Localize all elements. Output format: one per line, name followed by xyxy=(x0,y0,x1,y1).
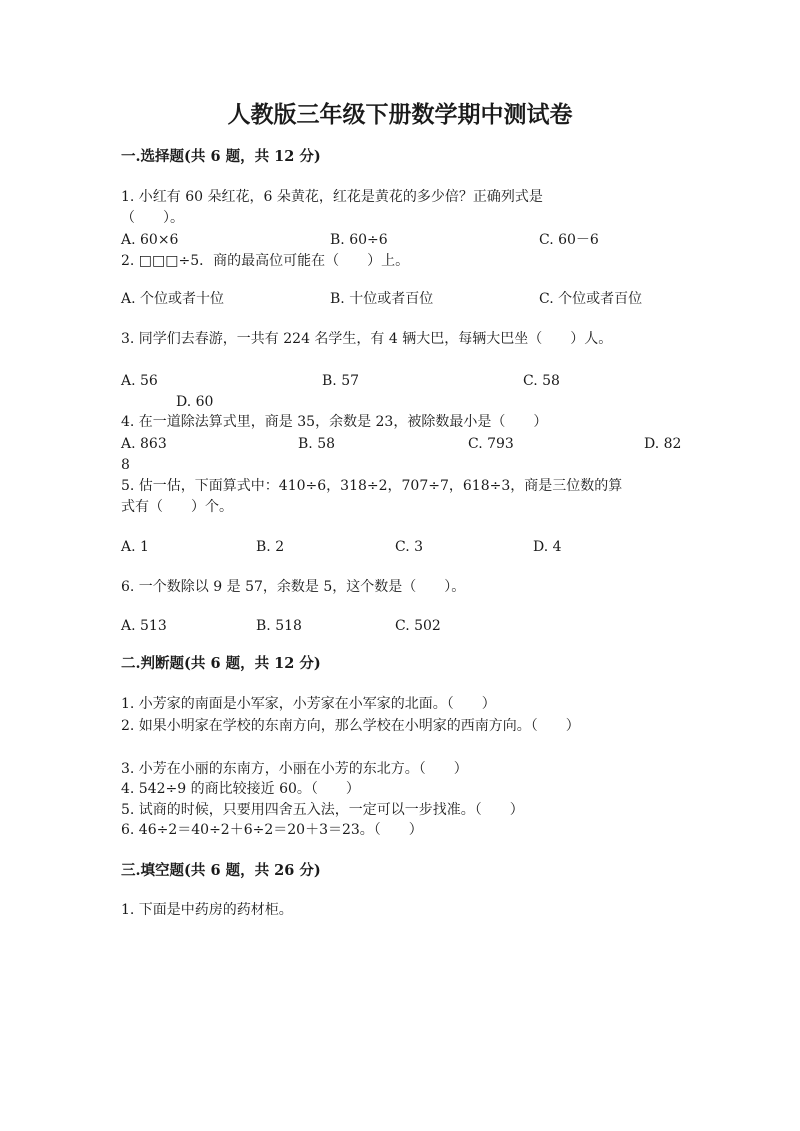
option-a: A. 56 xyxy=(121,373,158,389)
judge-item: 4. 542÷9 的商比较接近 60。（ ） xyxy=(121,781,360,797)
question-text: （ ）。 xyxy=(121,210,184,226)
option-a: A. 60×6 xyxy=(121,232,179,248)
option-d: D. 60 xyxy=(176,394,214,410)
judge-item: 5. 试商的时候，只要用四舍五入法，一定可以一步找准。（ ） xyxy=(121,802,524,818)
option-b: B. 518 xyxy=(256,618,302,634)
option-b: B. 58 xyxy=(298,436,336,452)
question-text: 6. 一个数除以 9 是 57，余数是 5，这个数是（ ）。 xyxy=(121,579,466,595)
fill-item: 1. 下面是中药房的药材柜。 xyxy=(121,902,293,918)
option-a: A. 1 xyxy=(121,539,149,555)
option-d: D. 82 xyxy=(644,436,682,452)
option-b: B. 57 xyxy=(322,373,360,389)
option-d-wrap: 8 xyxy=(121,457,130,473)
option-a: A. 863 xyxy=(121,436,167,452)
question-text: 3. 同学们去春游，一共有 224 名学生，有 4 辆大巴，每辆大巴坐（ ）人。 xyxy=(121,331,613,347)
option-b: B. 60÷6 xyxy=(330,232,388,248)
option-b: B. 2 xyxy=(256,539,285,555)
option-d: D. 4 xyxy=(533,539,562,555)
option-c: C. 个位或者百位 xyxy=(539,291,643,307)
option-a: A. 513 xyxy=(121,618,167,634)
option-c: C. 60－6 xyxy=(539,232,599,248)
section-heading-judge: 二.判断题(共 6 题，共 12 分) xyxy=(121,655,321,672)
option-c: C. 793 xyxy=(468,436,514,452)
question-text: 2. □□□÷5．商的最高位可能在（ ）上。 xyxy=(121,253,410,269)
section-heading-choice: 一.选择题(共 6 题，共 12 分) xyxy=(121,148,321,165)
option-c: C. 502 xyxy=(395,618,441,634)
question-text: 4. 在一道除法算式里，商是 35，余数是 23，被除数最小是（ ） xyxy=(121,414,548,430)
judge-item: 3. 小芳在小丽的东南方，小丽在小芳的东北方。（ ） xyxy=(121,761,468,777)
section-heading-fill: 三.填空题(共 6 题，共 26 分) xyxy=(121,862,321,879)
judge-item: 6. 46÷2＝40÷2＋6÷2＝20＋3＝23。（ ） xyxy=(121,822,423,838)
option-b: B. 十位或者百位 xyxy=(330,291,434,307)
option-a: A. 个位或者十位 xyxy=(121,291,225,307)
judge-item: 1. 小芳家的南面是小军家，小芳家在小军家的北面。（ ） xyxy=(121,696,496,712)
question-text: 1. 小红有 60 朵红花，6 朵黄花，红花是黄花的多少倍？正确列式是 xyxy=(121,189,543,205)
option-c: C. 58 xyxy=(523,373,560,389)
exam-title: 人教版三年级下册数学期中测试卷 xyxy=(227,101,573,128)
judge-item: 2. 如果小明家在学校的东南方向，那么学校在小明家的西南方向。（ ） xyxy=(121,718,580,734)
question-text: 式有（ ）个。 xyxy=(121,499,233,515)
option-c: C. 3 xyxy=(395,539,424,555)
question-text: 5. 估一估，下面算式中：410÷6，318÷2，707÷7，618÷3，商是三位数的算 xyxy=(121,478,623,494)
